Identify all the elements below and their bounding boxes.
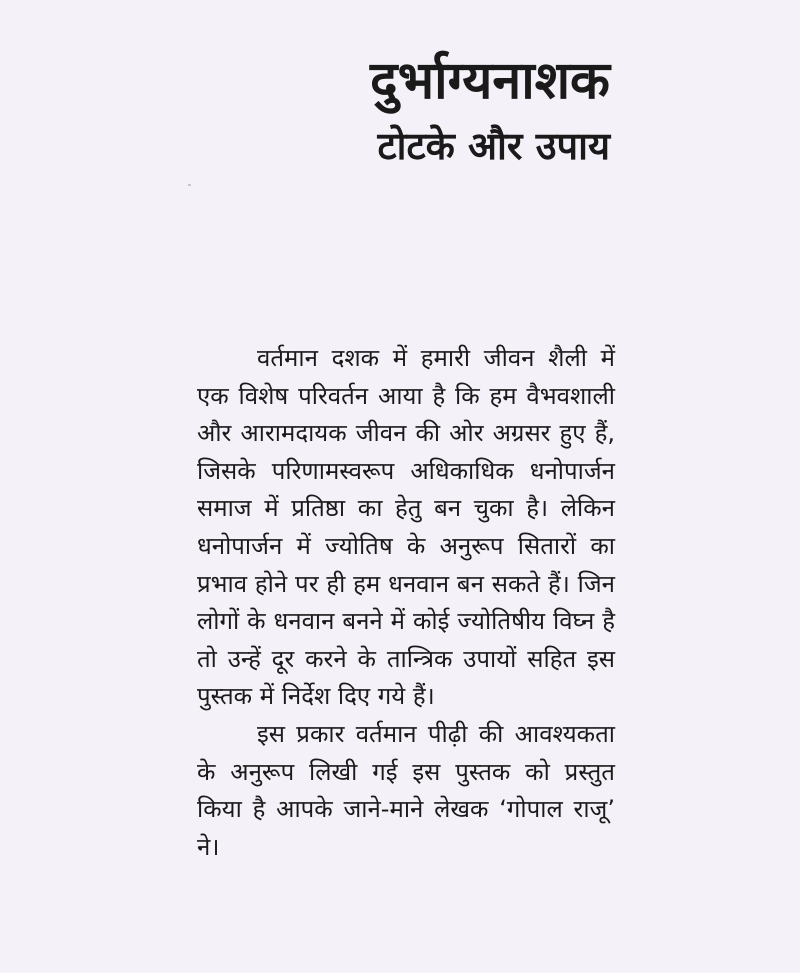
blurb-text (197, 340, 615, 866)
blurb-paragraph-1: वर्तमान दशक में हमारी जीवन शैली में एक विशेष परिवर्तन आया है कि हम वैभवशाली और आरामदायक जीवन की ओर अग्रसर हुए हैं, जिसके परिणामस्वरूप अधिकाधिक धनोपार्जन समाज में प्रतिष्ठा का हेतु बन चुका है। लेकिन धनोपार्जन में ज्योतिष के अनुरूप सितारों का प्रभाव होने पर ही हम धनवान बन सकते हैं। जिन लोगों के धनवान बनने में कोई ज्योतिषीय विघ्न है तो उन्हें दूर करने के तान्त्रिक उपायों सहित इस पुस्तक में निर्देश दिए गये हैं। (197, 344, 615, 711)
blurb-paragraph-2: इस प्रकार वर्तमान पीढ़ी की आवश्यकता के अनुरूप लिखी गई इस पुस्तक को प्रस्तुत किया है आपके जाने-माने लेखक ‘गोपाल राजू’ ने। (197, 719, 615, 861)
book-subtitle: टोटके और उपाय (377, 124, 610, 168)
scan-speck (188, 184, 191, 186)
book-title: दुर्भाग्यनाशक (369, 51, 610, 111)
title-block (370, 48, 610, 172)
